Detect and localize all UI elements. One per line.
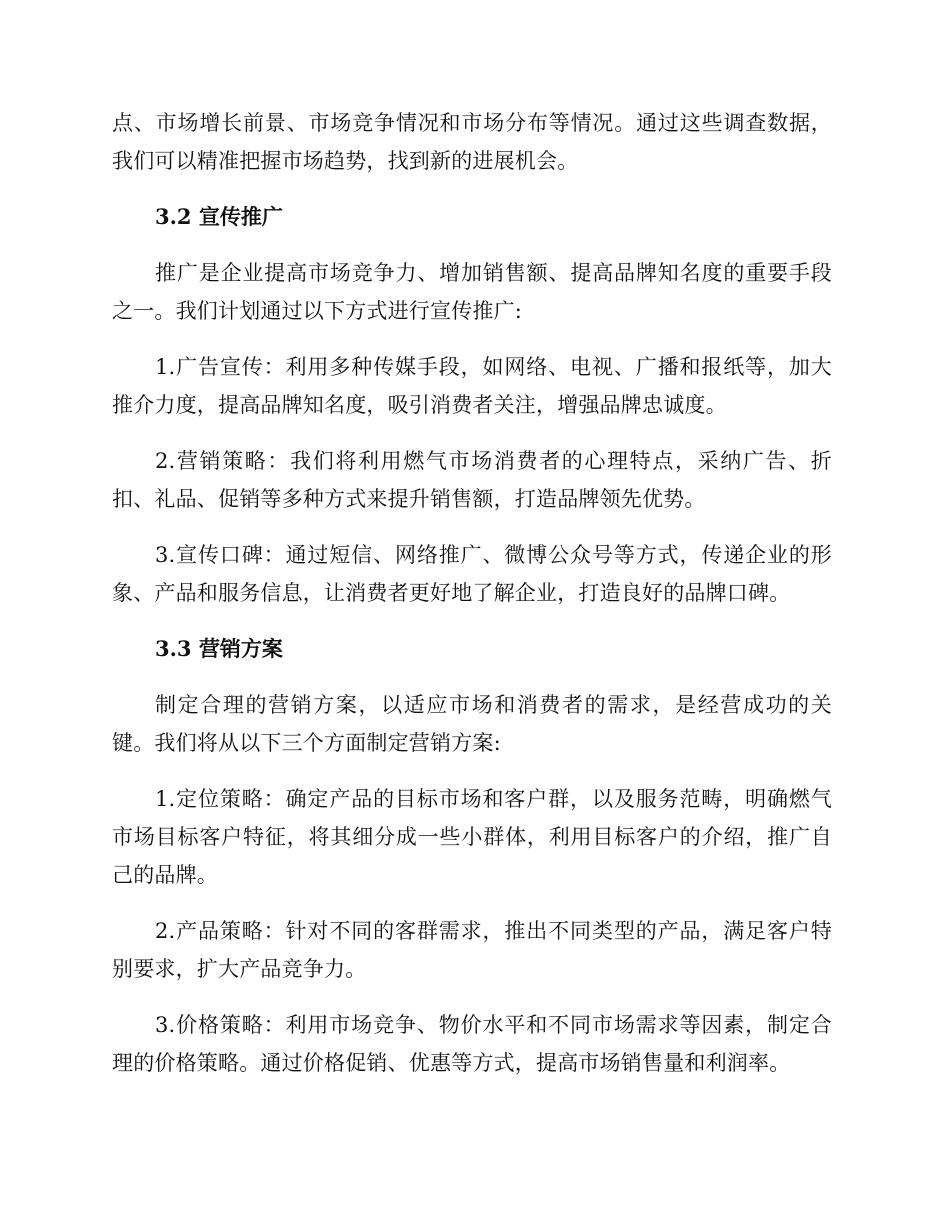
paragraph-marketing-plan-intro: 制定合理的营销方案，以适应市场和消费者的需求，是经营成功的关键。我们将从以下三个方面制定营销方案: — [112, 693, 832, 755]
section-heading-3-3: 3.3 营销方案 — [155, 636, 283, 661]
paragraph-positioning-strategy: 1.定位策略：确定产品的目标市场和客户群，以及服务范畴，明确燃气市场目标客户特征，将其细分成一些小群体，利用目标客户的介绍，推广自己的品牌。 — [112, 787, 832, 887]
document-body — [112, 104, 832, 1082]
paragraph-pricing-strategy: 3.价格策略：利用市场竞争、物价水平和不同市场需求等因素，制定合理的价格策略。通过价格促销、优惠等方式，提高市场销售量和利润率。 — [112, 1013, 832, 1075]
paragraph-word-of-mouth: 3.宣传口碑：通过短信、网络推广、微博公众号等方式，传递企业的形象、产品和服务信息，让消费者更好地了解企业，打造良好的品牌口碑。 — [112, 543, 832, 605]
section-heading-3-2: 3.2 宣传推广 — [155, 204, 283, 229]
paragraph-promotion-intro: 推广是企业提高市场竞争力、增加销售额、提高品牌知名度的重要手段之一。我们计划通过以下方式进行宣传推广: — [112, 261, 832, 323]
paragraph-market-research: 点、市场增长前景、市场竞争情况和市场分布等情况。通过这些调查数据，我们可以精准把握市场趋势，找到新的进展机会。 — [112, 111, 832, 173]
paragraph-product-strategy: 2.产品策略：针对不同的客群需求，推出不同类型的产品，满足客户特别要求，扩大产品竞争力。 — [112, 919, 832, 981]
paragraph-advertising: 1.广告宣传：利用多种传媒手段，如网络、电视、广播和报纸等，加大推介力度，提高品牌知名度，吸引消费者关注，增强品牌忠诚度。 — [112, 355, 832, 417]
paragraph-marketing-strategy: 2.营销策略：我们将利用燃气市场消费者的心理特点，采纳广告、折扣、礼品、促销等多种方式来提升销售额，打造品牌领先优势。 — [112, 449, 832, 511]
